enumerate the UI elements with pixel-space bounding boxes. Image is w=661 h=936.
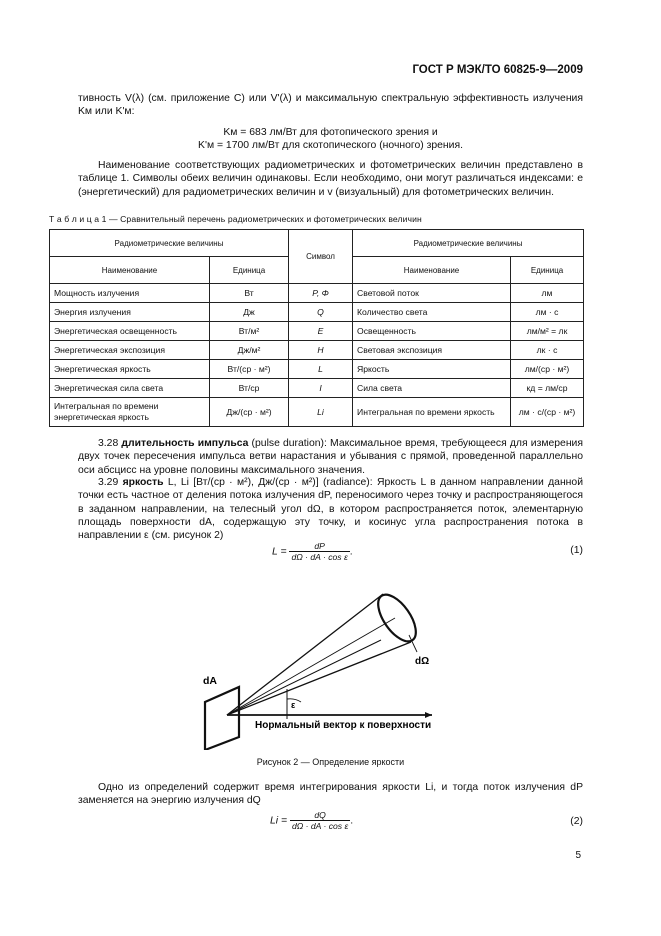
comparison-table xyxy=(49,229,584,427)
cell: Мощность излучения xyxy=(50,284,210,303)
table-caption: Т а б л и ц а 1 — Сравнительный перечень радиометрических и фотометрических величин xyxy=(49,214,422,224)
figure-caption: Рисунок 2 — Определение яркости xyxy=(256,757,405,767)
table-row xyxy=(50,284,584,303)
eq-numerator: dP xyxy=(289,541,349,552)
cell: Количество света xyxy=(353,303,511,322)
km-photopic: Kм = 683 лм/Вт для фотопического зрения и xyxy=(223,127,438,138)
table-row xyxy=(50,341,584,360)
cell: Интегральная по времени энергетическая яркость xyxy=(50,398,210,427)
eq-tail: . xyxy=(349,546,353,558)
cell: L xyxy=(289,360,353,379)
equation-1 xyxy=(272,541,353,562)
label-normal-vector: Нормальный вектор к поверхности xyxy=(255,720,432,731)
equation-2 xyxy=(270,810,353,831)
header-name-left: Наименование xyxy=(50,257,210,284)
cell: Энергетическая освещенность xyxy=(50,322,210,341)
km-scotopic: K'м = 1700 лм/Вт для скотопического (ночного) зрения. xyxy=(198,140,463,151)
header-name-right: Наименование xyxy=(353,257,511,284)
direction-line xyxy=(227,618,395,715)
cone-ellipse xyxy=(371,588,423,647)
cell: H xyxy=(289,341,353,360)
header-unit-left: Единица xyxy=(210,257,289,284)
term-radiance: яркость xyxy=(122,477,164,488)
eq-denominator: dΩ · dA · cos ε xyxy=(291,552,348,562)
section-number: 3.28 xyxy=(98,438,119,449)
eq-fraction xyxy=(290,810,350,831)
paragraph-quantities: Наименование соответствующих радиометрических и фотометрических величин представлено в таблице 1. Символы обеих величин одинаковы. Если необходимо, они могут различаться индексами: e (энергетический) для радиометрических величин и v (визуальный) для фотометрических величин. xyxy=(78,160,583,198)
cell: лм/(ср · м²) xyxy=(511,360,584,379)
cone-edge-upper xyxy=(227,594,383,715)
table-row xyxy=(50,360,584,379)
paragraph-integrated: Одно из определений содержит время интегрирования яркости Li, и тогда поток излучения dP заменяется на энергию излучения dQ xyxy=(78,782,583,807)
section-3-29 xyxy=(78,476,583,542)
header-photometric: Радиометрические величины xyxy=(353,230,584,257)
page-number: 5 xyxy=(575,850,581,861)
table-row xyxy=(50,398,584,427)
eq-lhs: Li = xyxy=(270,815,288,827)
eq-lhs: L = xyxy=(272,546,287,558)
definition-text: Яркость L в данном направлении данной точки есть частное от деления потока излучения dP, переносимого через точку и распространяющегося в заданном направлении, на телесный угол dΩ, в котором распространяется поток, элементарную площадь поверхности dA, содержащую эту точку, и косинус угла распространения потока в направлении ε (см. рисунок 2) xyxy=(78,477,584,542)
cell: Вт xyxy=(210,284,289,303)
section-number: 3.29 xyxy=(98,477,119,488)
cell: P, Φ xyxy=(289,284,353,303)
cell: Q xyxy=(289,303,353,322)
cell: Энергетическая экспозиция xyxy=(50,341,210,360)
cell: лк · с xyxy=(511,341,584,360)
eq-denominator: dΩ · dA · cos ε xyxy=(291,821,349,831)
cell: Вт/ср xyxy=(210,379,289,398)
cell: Сила света xyxy=(353,379,511,398)
normal-arrowhead xyxy=(425,712,432,718)
document-header: ГОСТ Р МЭК/ТО 60825-9—2009 xyxy=(412,64,583,76)
cell: Яркость xyxy=(353,360,511,379)
label-dA: dA xyxy=(203,675,217,687)
surface-element xyxy=(205,687,239,750)
cell: Дж xyxy=(210,303,289,322)
label-dOmega: dΩ xyxy=(415,656,430,667)
symbols-units: L, Li [Вт/(ср · м²), Дж/(ср · м²)] (radiance): xyxy=(167,477,373,488)
cell: Освещенность xyxy=(353,322,511,341)
equation-2-number: (2) xyxy=(570,816,583,827)
cell: E xyxy=(289,322,353,341)
cell: Энергия излучения xyxy=(50,303,210,322)
cell: кд = лм/ср xyxy=(511,379,584,398)
cell: лм · с xyxy=(511,303,584,322)
cell: Световой поток xyxy=(353,284,511,303)
table-row xyxy=(50,322,584,341)
cell: Интегральная по времени яркость xyxy=(353,398,511,427)
cell: Энергетическая яркость xyxy=(50,360,210,379)
radiance-figure xyxy=(195,585,435,750)
cell: Li xyxy=(289,398,353,427)
cone-edge-lower xyxy=(227,642,411,715)
definition-text: (pulse duration): Максимальное время, требующееся для измерения двух точек пересечения импульса ветви нарастания и убывания с прямой, проведенной параллельно оси абсцисс на уровне половины максимального значения. xyxy=(78,438,583,476)
section-3-28 xyxy=(78,437,583,477)
header-radiometric: Радиометрические величины xyxy=(50,230,289,257)
cone-inner-line xyxy=(227,640,381,715)
header-unit-right: Единица xyxy=(511,257,584,284)
header-symbol: Символ xyxy=(289,230,353,284)
cell: I xyxy=(289,379,353,398)
cell: Дж/м² xyxy=(210,341,289,360)
cell: лм · с/(ср · м²) xyxy=(511,398,584,427)
cell: лм/м² = лк xyxy=(511,322,584,341)
eq-fraction xyxy=(289,541,349,562)
cell: Дж/(ср · м²) xyxy=(210,398,289,427)
cell: Вт/(ср · м²) xyxy=(210,360,289,379)
paragraph-intro: тивность V(λ) (см. приложение С) или V'(λ) и максимальную спектральную эффективность излучения Kм или K'м: xyxy=(78,93,583,118)
equation-1-number: (1) xyxy=(570,545,583,556)
cell: Вт/м² xyxy=(210,322,289,341)
eq-tail: . xyxy=(350,815,354,827)
cell: Световая экспозиция xyxy=(353,341,511,360)
cell: Энергетическая сила света xyxy=(50,379,210,398)
eq-numerator: dQ xyxy=(290,810,350,821)
term-pulse-duration: длительность импульса xyxy=(121,438,249,449)
table-row xyxy=(50,379,584,398)
table-row xyxy=(50,303,584,322)
cell: лм xyxy=(511,284,584,303)
label-epsilon: ε xyxy=(291,700,296,710)
